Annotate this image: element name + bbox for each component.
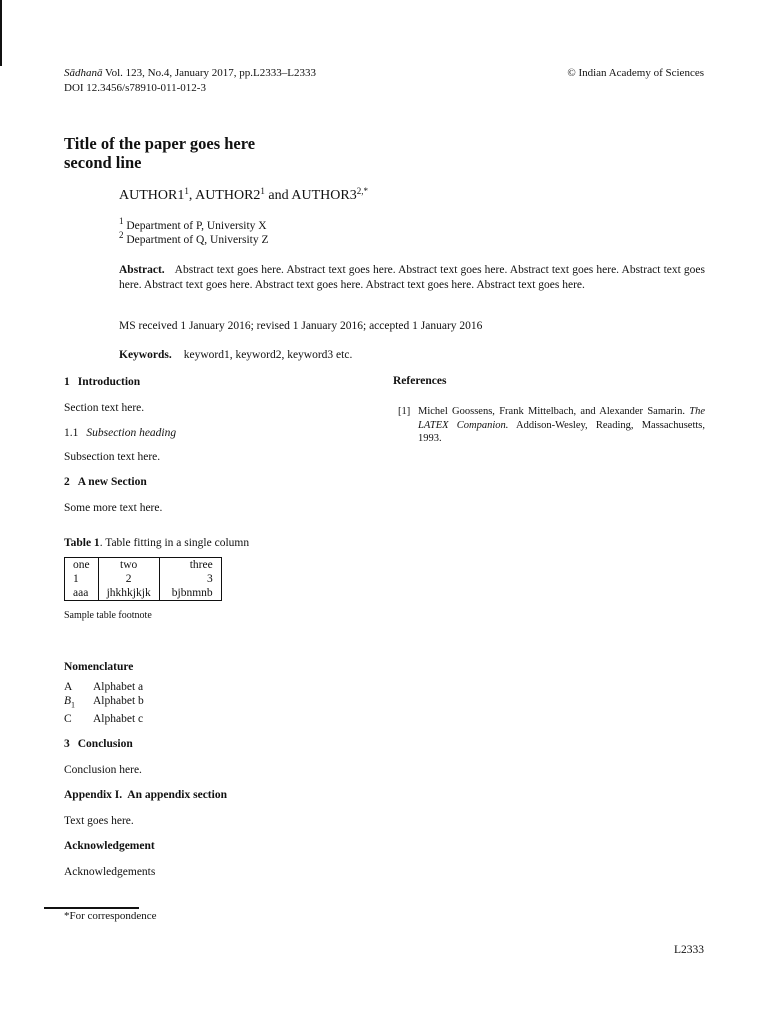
table-label: Table 1 bbox=[64, 537, 100, 549]
table-cell: 3 bbox=[159, 572, 221, 586]
section-title: A new Section bbox=[77, 476, 147, 488]
paper-title bbox=[64, 134, 255, 172]
author-separator: and bbox=[264, 188, 292, 203]
author-name: AUTHOR2 bbox=[195, 188, 261, 203]
subsection-text: Subsection text here. bbox=[64, 451, 161, 463]
affiliation-mark: 2 bbox=[119, 230, 124, 240]
section-title: Conclusion bbox=[77, 738, 133, 750]
table-cell: one bbox=[65, 558, 99, 573]
page-number: L2333 bbox=[673, 944, 704, 956]
reference-book-title: The LATEX Companion. bbox=[418, 406, 706, 431]
table-cell: bjbnmnb bbox=[159, 586, 221, 601]
author-separator: , bbox=[188, 188, 196, 203]
reference-authors: Michel Goossens, Frank Mittelbach, and Alexander Samarin. bbox=[418, 406, 685, 417]
table-cell: 2 bbox=[98, 572, 159, 586]
nomenclature-symbol-base: B bbox=[64, 695, 72, 707]
author-affil-mark: 1 bbox=[260, 186, 265, 196]
nomenclature-heading: Nomenclature bbox=[64, 661, 134, 673]
journal-citation bbox=[64, 66, 316, 81]
affiliation-text: Department of Q, University Z bbox=[126, 234, 269, 246]
table-cell: jhkhkjkjk bbox=[98, 586, 159, 601]
references-heading: References bbox=[393, 375, 447, 387]
author-name: AUTHOR1 bbox=[119, 188, 185, 203]
reference-publisher: Addison-Wesley, Reading, Massachusetts, 1993. bbox=[418, 419, 705, 444]
data-table bbox=[64, 557, 222, 601]
section-number: 2 bbox=[64, 476, 70, 488]
nomenclature-list bbox=[64, 680, 364, 726]
author-affil-mark: 1 bbox=[184, 186, 189, 196]
keywords-text: keyword1, keyword2, keyword3 etc. bbox=[183, 349, 353, 361]
table-caption bbox=[64, 536, 364, 551]
section-number: 1 bbox=[64, 376, 70, 388]
subsection-heading bbox=[64, 426, 364, 441]
nomenclature-text: Alphabet a bbox=[93, 681, 144, 693]
table-footnote: Sample table footnote bbox=[64, 610, 152, 621]
abstract bbox=[119, 263, 705, 293]
acknowledgement-text: Acknowledgements bbox=[64, 866, 156, 878]
doi: DOI 12.3456/s78910-011-012-3 bbox=[64, 82, 206, 94]
abstract-label: Abstract. bbox=[119, 264, 165, 276]
author-name: AUTHOR3 bbox=[291, 188, 357, 203]
nomenclature-symbol: C bbox=[64, 713, 72, 726]
reference-body bbox=[418, 405, 705, 446]
journal-volume: Vol. 123, No.4, January 2017, pp.L2333–L2333 bbox=[102, 67, 316, 79]
journal-name: Sādhanā bbox=[64, 67, 103, 79]
affiliations bbox=[119, 216, 269, 247]
author-affil-mark: 2,* bbox=[356, 186, 368, 196]
nomenclature-text: Alphabet b bbox=[93, 695, 144, 707]
section-heading-conclusion bbox=[64, 737, 364, 752]
table-cell: two bbox=[98, 558, 159, 573]
section-text: Some more text here. bbox=[64, 502, 163, 514]
table-cell: three bbox=[159, 558, 221, 573]
appendix-heading: Appendix I. An appendix section bbox=[64, 789, 227, 801]
table-cell: aaa bbox=[65, 586, 99, 601]
table-cell: 1 bbox=[65, 572, 99, 586]
paper-title-line-1: Title of the paper goes here bbox=[64, 134, 256, 153]
section-heading-new-section bbox=[64, 475, 364, 490]
table-row bbox=[65, 572, 222, 586]
section-heading-introduction bbox=[64, 375, 364, 390]
affiliation-text: Department of P, University X bbox=[126, 220, 267, 232]
author-list bbox=[119, 187, 368, 205]
section-text: Section text here. bbox=[64, 402, 145, 414]
table-caption-text: . Table fitting in a single column bbox=[99, 537, 250, 549]
section-text: Conclusion here. bbox=[64, 764, 142, 776]
reference-number: [1] bbox=[398, 406, 411, 417]
affiliation-mark: 1 bbox=[119, 216, 124, 226]
table-row bbox=[65, 558, 222, 573]
acknowledgement-heading: Acknowledgement bbox=[64, 840, 155, 852]
copyright-notice: © Indian Academy of Sciences bbox=[567, 67, 704, 79]
received-dates: MS received 1 January 2016; revised 1 January 2016; accepted 1 January 2016 bbox=[119, 320, 483, 332]
nomenclature-symbol bbox=[64, 694, 93, 712]
abstract-text: Abstract text goes here. Abstract text goes here. Abstract text goes here. Abstract text goes here. Abstract text goes here. Abstract text goes here. Abstract text goes here. Abstract text goes here. Abstract text goes here. bbox=[119, 264, 705, 291]
nomenclature-item bbox=[64, 680, 364, 694]
affiliation bbox=[119, 216, 269, 233]
nomenclature-item bbox=[64, 712, 364, 726]
reference-item bbox=[398, 405, 705, 446]
table-row bbox=[65, 586, 222, 601]
nomenclature-text: Alphabet c bbox=[93, 713, 144, 726]
paper-title-line-2: second line bbox=[64, 153, 142, 172]
correspondence-footnote: *For correspondence bbox=[64, 910, 157, 922]
section-number: 3 bbox=[64, 738, 70, 750]
running-header bbox=[64, 66, 316, 96]
section-title: Introduction bbox=[77, 376, 141, 388]
nomenclature-symbol-subscript: 1 bbox=[71, 700, 76, 710]
subsection-number: 1.1 bbox=[64, 427, 79, 439]
subsection-title: Subsection heading bbox=[86, 427, 177, 439]
appendix-text: Text goes here. bbox=[64, 815, 134, 827]
keywords bbox=[119, 348, 352, 363]
page-edge-mark bbox=[0, 0, 2, 66]
nomenclature-symbol: A bbox=[64, 681, 73, 693]
keywords-label: Keywords. bbox=[119, 349, 172, 361]
sample-table bbox=[64, 557, 222, 601]
affiliation bbox=[119, 230, 269, 247]
nomenclature-item bbox=[64, 694, 364, 712]
